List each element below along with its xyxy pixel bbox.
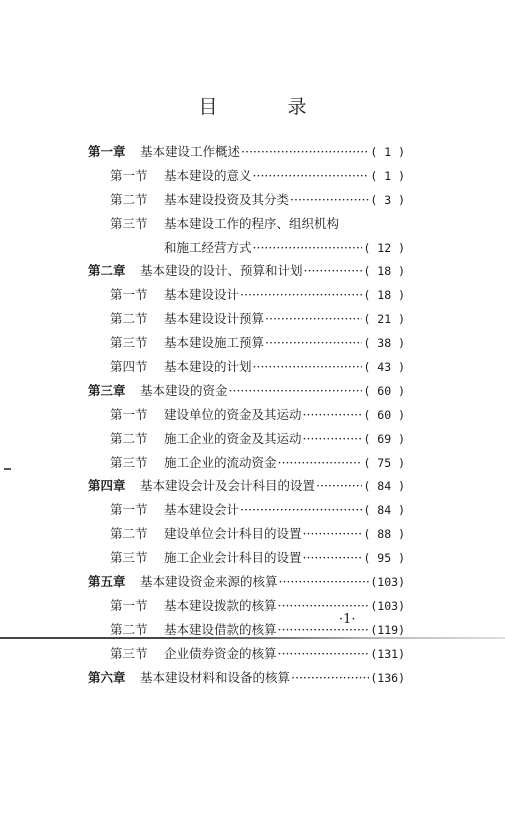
entry-number: 第二节 — [110, 191, 148, 207]
entry-page-number: ( 95 ) — [363, 551, 405, 566]
entry-page-number: (103) — [370, 598, 405, 613]
entry-number: 第三章 — [88, 382, 126, 398]
entry-number: 第三节 — [110, 454, 148, 470]
entry-page-number: ( 3 ) — [370, 192, 405, 207]
entry-title: 基本建设材料和设备的核算 — [140, 669, 291, 685]
dot-leader — [278, 622, 370, 637]
entry-page-number: ( 75 ) — [363, 455, 405, 470]
entry-title: 企业债券资金的核算 — [164, 645, 277, 661]
dot-leader — [241, 144, 369, 159]
entry-page-number: ( 69 ) — [363, 431, 405, 446]
entry-title: 基本建设资金来源的核算 — [140, 574, 278, 590]
toc-section-entry — [88, 453, 405, 477]
dot-leader — [303, 526, 363, 541]
entry-title: 基本建设拨款的核算 — [164, 597, 277, 613]
dot-leader — [253, 168, 370, 183]
entry-number: 第三节 — [110, 215, 148, 231]
entry-title: 基本建设投资及其分类 — [164, 191, 290, 207]
dot-leader — [291, 670, 369, 685]
entry-page-number: ( 84 ) — [363, 479, 405, 494]
entry-title: 基本建设会计及会计科目的设置 — [140, 478, 316, 494]
entry-title: 基本建设的计划 — [164, 359, 252, 375]
toc-section-entry — [88, 214, 405, 238]
toc-section-entry — [88, 166, 405, 190]
toc-section-entry — [88, 333, 405, 357]
footer-rule — [0, 637, 505, 639]
entry-page-number: ( 60 ) — [363, 407, 405, 422]
entry-number: 第一章 — [88, 144, 126, 159]
entry-title: 建设单位的资金及其运动 — [164, 406, 302, 422]
toc-section-entry — [88, 644, 405, 668]
dot-leader — [240, 287, 362, 302]
entry-title: 基本建设施工预算 — [164, 335, 265, 351]
entry-page-number: ( 60 ) — [363, 383, 405, 398]
dot-leader — [278, 598, 370, 613]
entry-title: 基本建设工作的程序、组织机构 — [164, 215, 340, 231]
toc-section-entry — [88, 238, 405, 262]
entry-page-number: ( 84 ) — [363, 503, 405, 518]
entry-title: 基本建设设计 — [164, 287, 240, 303]
entry-title: 和施工经营方式 — [164, 239, 252, 255]
toc-chapter-entry — [88, 381, 405, 405]
toc-section-entry — [88, 548, 405, 572]
page-number: ·1· — [339, 612, 356, 627]
entry-page-number: ( 43 ) — [363, 360, 405, 375]
entry-number: 第二节 — [110, 621, 148, 637]
entry-page-number: (131) — [370, 646, 405, 661]
dot-leader — [253, 240, 363, 255]
entry-page-number: (103) — [370, 575, 405, 590]
entry-number: 第一节 — [110, 406, 148, 422]
entry-page-number: (119) — [370, 622, 405, 637]
dot-leader — [278, 646, 370, 661]
entry-page-number: ( 18 ) — [363, 288, 405, 303]
entry-page-number: ( 88 ) — [363, 527, 405, 542]
entry-title: 基本建设的资金 — [140, 382, 228, 398]
entry-title: 基本建设的意义 — [164, 167, 252, 183]
toc-chapter-entry — [88, 261, 405, 285]
entry-number: 第三节 — [110, 645, 148, 661]
table-of-contents — [88, 142, 405, 691]
entry-page-number: ( 21 ) — [363, 312, 405, 327]
toc-section-entry — [88, 429, 405, 453]
dot-leader — [265, 311, 362, 326]
entry-number: 第二章 — [88, 263, 126, 279]
entry-number: 第六章 — [88, 669, 126, 685]
dot-leader — [240, 502, 362, 517]
toc-section-entry — [88, 190, 405, 214]
entry-page-number: ( 1 ) — [370, 145, 405, 159]
entry-page-number: (136) — [370, 670, 405, 685]
toc-section-entry — [88, 620, 405, 644]
entry-number: 第一节 — [110, 167, 148, 183]
entry-title: 施工企业的流动资金 — [164, 454, 277, 470]
dot-leader — [316, 478, 362, 493]
toc-chapter-entry — [88, 142, 405, 166]
dot-leader — [303, 550, 363, 565]
page-title: 目 录 — [198, 96, 339, 118]
entry-page-number: ( 38 ) — [363, 336, 405, 351]
toc-section-entry — [88, 285, 405, 309]
entry-number: 第二节 — [110, 526, 148, 542]
entry-title: 施工企业会计科目的设置 — [164, 550, 302, 566]
entry-number: 第一节 — [110, 287, 148, 303]
entry-page-number: ( 1 ) — [370, 168, 405, 183]
entry-number: 第一节 — [110, 502, 148, 518]
dot-leader — [229, 383, 363, 398]
toc-chapter-entry — [88, 476, 405, 500]
entry-title: 基本建设工作概述 — [140, 144, 241, 159]
dot-leader — [304, 263, 363, 278]
dot-leader — [279, 574, 370, 589]
toc-section-entry — [88, 524, 405, 548]
dot-leader — [303, 431, 363, 446]
toc-chapter-entry — [88, 572, 405, 596]
toc-section-entry — [88, 357, 405, 381]
entry-title: 基本建设的设计、预算和计划 — [140, 263, 303, 279]
dot-leader — [278, 455, 363, 470]
entry-number: 第二节 — [110, 311, 148, 327]
dot-leader — [290, 192, 369, 207]
entry-number: 第三节 — [110, 335, 148, 351]
toc-chapter-entry — [88, 668, 405, 692]
entry-number: 第二节 — [110, 430, 148, 446]
entry-page-number: ( 18 ) — [363, 264, 405, 279]
dot-leader — [303, 407, 363, 422]
entry-title: 基本建设会计 — [164, 502, 240, 518]
entry-title: 施工企业的资金及其运动 — [164, 430, 302, 446]
toc-section-entry — [88, 596, 405, 620]
dot-leader — [265, 335, 362, 350]
entry-title: 建设单位会计科目的设置 — [164, 526, 302, 542]
toc-section-entry — [88, 309, 405, 333]
entry-number: 第四节 — [110, 359, 148, 375]
toc-section-entry — [88, 500, 405, 524]
entry-number: 第一节 — [110, 597, 148, 613]
entry-title: 基本建设设计预算 — [164, 311, 265, 327]
entry-number: 第三节 — [110, 550, 148, 566]
toc-section-entry — [88, 405, 405, 429]
margin-mark — [4, 468, 11, 470]
entry-page-number: ( 12 ) — [363, 240, 405, 255]
dot-leader — [253, 359, 363, 374]
entry-number: 第五章 — [88, 574, 126, 590]
entry-title: 基本建设借款的核算 — [164, 621, 277, 637]
entry-number: 第四章 — [88, 478, 126, 494]
